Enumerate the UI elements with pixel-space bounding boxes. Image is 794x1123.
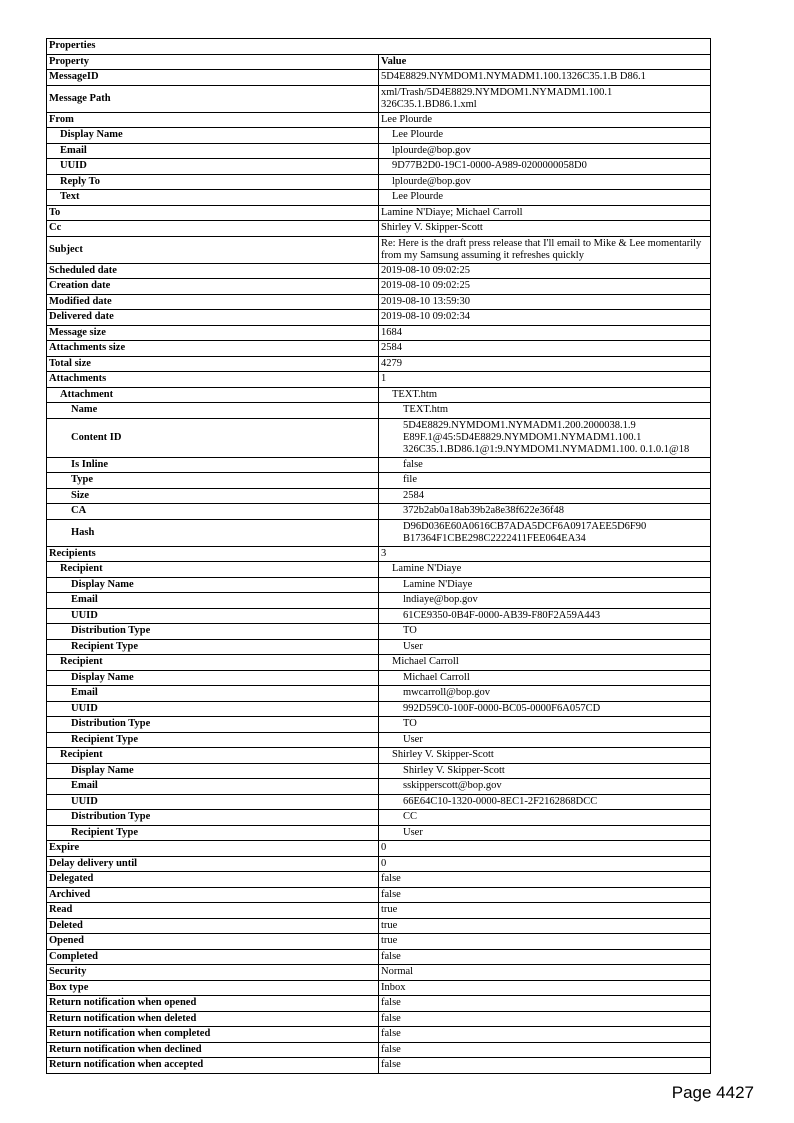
property-name: From bbox=[47, 112, 379, 128]
property-name: Return notification when opened bbox=[47, 996, 379, 1012]
property-value: true bbox=[379, 934, 711, 950]
page-number: Page 4427 bbox=[671, 1083, 754, 1102]
table-header-row bbox=[47, 54, 711, 70]
property-value: Shirley V. Skipper-Scott bbox=[379, 221, 711, 237]
property-value: 1 bbox=[379, 372, 711, 388]
table-row bbox=[47, 670, 711, 686]
property-name: UUID bbox=[47, 794, 379, 810]
property-name: Delivered date bbox=[47, 310, 379, 326]
table-row bbox=[47, 996, 711, 1012]
property-name: Recipient Type bbox=[47, 732, 379, 748]
property-value: mwcarroll@bop.gov bbox=[379, 686, 711, 702]
property-value: 5D4E8829.NYMDOM1.NYMADM1.200.2000038.1.9 E89F.1@45:5D4E8829.NYMDOM1.NYMADM1.100.1 326C35.1.BD86.1@1:9.NYMDOM1.NYMADM1.100. 0.1.0.1@18 bbox=[379, 418, 711, 457]
property-name: Distribution Type bbox=[47, 810, 379, 826]
property-name: Subject bbox=[47, 236, 379, 263]
table-row bbox=[47, 593, 711, 609]
property-name: Attachment bbox=[47, 387, 379, 403]
property-name: To bbox=[47, 205, 379, 221]
property-value: 1684 bbox=[379, 325, 711, 341]
table-row bbox=[47, 1058, 711, 1074]
table-row bbox=[47, 356, 711, 372]
property-value: false bbox=[379, 996, 711, 1012]
property-value: User bbox=[379, 825, 711, 841]
property-name: Distribution Type bbox=[47, 624, 379, 640]
property-value: false bbox=[379, 887, 711, 903]
table-row bbox=[47, 325, 711, 341]
table-row bbox=[47, 825, 711, 841]
property-value: false bbox=[379, 1058, 711, 1074]
table-row bbox=[47, 143, 711, 159]
property-name: Return notification when declined bbox=[47, 1042, 379, 1058]
property-value: lplourde@bop.gov bbox=[379, 143, 711, 159]
property-value: 0 bbox=[379, 841, 711, 857]
table-row bbox=[47, 639, 711, 655]
table-row bbox=[47, 457, 711, 473]
property-name: Opened bbox=[47, 934, 379, 950]
property-name: Box type bbox=[47, 980, 379, 996]
property-name: Hash bbox=[47, 519, 379, 546]
table-row bbox=[47, 205, 711, 221]
property-name: CA bbox=[47, 504, 379, 520]
table-row bbox=[47, 949, 711, 965]
property-name: Modified date bbox=[47, 294, 379, 310]
property-value: 66E64C10-1320-0000-8EC1-2F2162868DCC bbox=[379, 794, 711, 810]
property-name: Creation date bbox=[47, 279, 379, 295]
property-value: 992D59C0-100F-0000-BC05-0000F6A057CD bbox=[379, 701, 711, 717]
property-value: Shirley V. Skipper-Scott bbox=[379, 748, 711, 764]
property-value: false bbox=[379, 1042, 711, 1058]
value-column-header: Value bbox=[379, 54, 711, 70]
property-value: true bbox=[379, 903, 711, 919]
property-name: Display Name bbox=[47, 128, 379, 144]
table-row bbox=[47, 85, 711, 112]
table-row bbox=[47, 372, 711, 388]
property-name: Is Inline bbox=[47, 457, 379, 473]
property-value: Inbox bbox=[379, 980, 711, 996]
table-row bbox=[47, 624, 711, 640]
table-row bbox=[47, 112, 711, 128]
table-title: Properties bbox=[47, 39, 711, 55]
table-row bbox=[47, 655, 711, 671]
table-row bbox=[47, 403, 711, 419]
table-row bbox=[47, 794, 711, 810]
property-value: Re: Here is the draft press release that I'll email to Mike & Lee momentarily from my Samsung assuming it refreshes quickly bbox=[379, 236, 711, 263]
property-name: MessageID bbox=[47, 70, 379, 86]
property-name: Return notification when completed bbox=[47, 1027, 379, 1043]
property-value: 2019-08-10 09:02:25 bbox=[379, 263, 711, 279]
table-row bbox=[47, 701, 711, 717]
property-value: TEXT.htm bbox=[379, 403, 711, 419]
table-row bbox=[47, 872, 711, 888]
table-row bbox=[47, 763, 711, 779]
table-row bbox=[47, 387, 711, 403]
property-value: 372b2ab0a18ab39b2a8e38f622e36f48 bbox=[379, 504, 711, 520]
table-title-row bbox=[47, 39, 711, 55]
table-row bbox=[47, 779, 711, 795]
table-row bbox=[47, 732, 711, 748]
property-value: false bbox=[379, 1027, 711, 1043]
table-row bbox=[47, 965, 711, 981]
property-name: UUID bbox=[47, 608, 379, 624]
table-row bbox=[47, 294, 711, 310]
property-value: User bbox=[379, 732, 711, 748]
properties-table bbox=[46, 38, 711, 1074]
property-value: false bbox=[379, 872, 711, 888]
property-value: Lamine N'Diaye bbox=[379, 562, 711, 578]
property-value: Lee Plourde bbox=[379, 190, 711, 206]
table-row bbox=[47, 519, 711, 546]
table-row bbox=[47, 856, 711, 872]
property-name: UUID bbox=[47, 159, 379, 175]
property-value: false bbox=[379, 949, 711, 965]
table-row bbox=[47, 1027, 711, 1043]
property-name: Recipients bbox=[47, 546, 379, 562]
property-value: true bbox=[379, 918, 711, 934]
property-value: 2019-08-10 13:59:30 bbox=[379, 294, 711, 310]
property-value: lplourde@bop.gov bbox=[379, 174, 711, 190]
property-value: Michael Carroll bbox=[379, 655, 711, 671]
table-row bbox=[47, 488, 711, 504]
property-value: Shirley V. Skipper-Scott bbox=[379, 763, 711, 779]
property-value: User bbox=[379, 639, 711, 655]
property-value: 0 bbox=[379, 856, 711, 872]
property-value: TO bbox=[379, 624, 711, 640]
property-name: Recipient Type bbox=[47, 639, 379, 655]
property-name: Attachments size bbox=[47, 341, 379, 357]
property-name: Distribution Type bbox=[47, 717, 379, 733]
property-name: Size bbox=[47, 488, 379, 504]
property-value: Normal bbox=[379, 965, 711, 981]
table-row bbox=[47, 128, 711, 144]
table-row bbox=[47, 504, 711, 520]
table-row bbox=[47, 418, 711, 457]
property-value: lndiaye@bop.gov bbox=[379, 593, 711, 609]
property-value: Michael Carroll bbox=[379, 670, 711, 686]
property-name: Read bbox=[47, 903, 379, 919]
table-row bbox=[47, 310, 711, 326]
property-value: 2584 bbox=[379, 341, 711, 357]
property-name: Security bbox=[47, 965, 379, 981]
table-row bbox=[47, 236, 711, 263]
property-value: false bbox=[379, 457, 711, 473]
property-value: CC bbox=[379, 810, 711, 826]
table-row bbox=[47, 174, 711, 190]
property-name: Cc bbox=[47, 221, 379, 237]
property-name: Total size bbox=[47, 356, 379, 372]
property-value: TO bbox=[379, 717, 711, 733]
properties-body bbox=[47, 39, 711, 1074]
table-row bbox=[47, 717, 711, 733]
property-name: Deleted bbox=[47, 918, 379, 934]
property-value: sskipperscott@bop.gov bbox=[379, 779, 711, 795]
property-value: Lamine N'Diaye; Michael Carroll bbox=[379, 205, 711, 221]
property-column-header: Property bbox=[47, 54, 379, 70]
property-name: Recipient Type bbox=[47, 825, 379, 841]
table-row bbox=[47, 562, 711, 578]
property-name: Expire bbox=[47, 841, 379, 857]
table-row bbox=[47, 887, 711, 903]
property-name: Text bbox=[47, 190, 379, 206]
table-row bbox=[47, 577, 711, 593]
property-name: Recipient bbox=[47, 748, 379, 764]
property-name: Display Name bbox=[47, 577, 379, 593]
table-row bbox=[47, 221, 711, 237]
property-name: Name bbox=[47, 403, 379, 419]
property-value: 4279 bbox=[379, 356, 711, 372]
table-row bbox=[47, 748, 711, 764]
property-value: 3 bbox=[379, 546, 711, 562]
property-name: Recipient bbox=[47, 655, 379, 671]
property-value: Lee Plourde bbox=[379, 112, 711, 128]
property-value: 61CE9350-0B4F-0000-AB39-F80F2A59A443 bbox=[379, 608, 711, 624]
table-row bbox=[47, 1042, 711, 1058]
property-value: xml/Trash/5D4E8829.NYMDOM1.NYMADM1.100.1 326C35.1.BD86.1.xml bbox=[379, 85, 711, 112]
table-row bbox=[47, 279, 711, 295]
property-name: Email bbox=[47, 593, 379, 609]
property-value: TEXT.htm bbox=[379, 387, 711, 403]
table-row bbox=[47, 473, 711, 489]
property-name: Type bbox=[47, 473, 379, 489]
property-name: Attachments bbox=[47, 372, 379, 388]
property-value: Lamine N'Diaye bbox=[379, 577, 711, 593]
table-row bbox=[47, 341, 711, 357]
property-value: 9D77B2D0-19C1-0000-A989-0200000058D0 bbox=[379, 159, 711, 175]
table-row bbox=[47, 190, 711, 206]
property-value: false bbox=[379, 1011, 711, 1027]
property-value: Lee Plourde bbox=[379, 128, 711, 144]
property-value: 2019-08-10 09:02:25 bbox=[379, 279, 711, 295]
property-name: Return notification when accepted bbox=[47, 1058, 379, 1074]
property-name: Delay delivery until bbox=[47, 856, 379, 872]
property-name: Scheduled date bbox=[47, 263, 379, 279]
property-name: Content ID bbox=[47, 418, 379, 457]
property-name: Message Path bbox=[47, 85, 379, 112]
table-row bbox=[47, 903, 711, 919]
property-name: Delegated bbox=[47, 872, 379, 888]
property-name: UUID bbox=[47, 701, 379, 717]
table-row bbox=[47, 608, 711, 624]
table-row bbox=[47, 918, 711, 934]
table-row bbox=[47, 810, 711, 826]
table-row bbox=[47, 686, 711, 702]
table-row bbox=[47, 841, 711, 857]
property-name: Email bbox=[47, 143, 379, 159]
property-value: 5D4E8829.NYMDOM1.NYMADM1.100.1326C35.1.B D86.1 bbox=[379, 70, 711, 86]
property-name: Message size bbox=[47, 325, 379, 341]
property-name: Email bbox=[47, 686, 379, 702]
property-name: Return notification when deleted bbox=[47, 1011, 379, 1027]
table-row bbox=[47, 980, 711, 996]
table-row bbox=[47, 934, 711, 950]
property-name: Display Name bbox=[47, 670, 379, 686]
table-row bbox=[47, 70, 711, 86]
property-name: Archived bbox=[47, 887, 379, 903]
property-value: 2584 bbox=[379, 488, 711, 504]
table-row bbox=[47, 159, 711, 175]
property-value: D96D036E60A0616CB7ADA5DCF6A0917AEE5D6F90 B17364F1CBE298C2222411FEE064EA34 bbox=[379, 519, 711, 546]
property-value: file bbox=[379, 473, 711, 489]
table-row bbox=[47, 1011, 711, 1027]
table-row bbox=[47, 263, 711, 279]
property-name: Completed bbox=[47, 949, 379, 965]
property-name: Reply To bbox=[47, 174, 379, 190]
property-name: Email bbox=[47, 779, 379, 795]
property-name: Recipient bbox=[47, 562, 379, 578]
table-row bbox=[47, 546, 711, 562]
property-name: Display Name bbox=[47, 763, 379, 779]
property-value: 2019-08-10 09:02:34 bbox=[379, 310, 711, 326]
